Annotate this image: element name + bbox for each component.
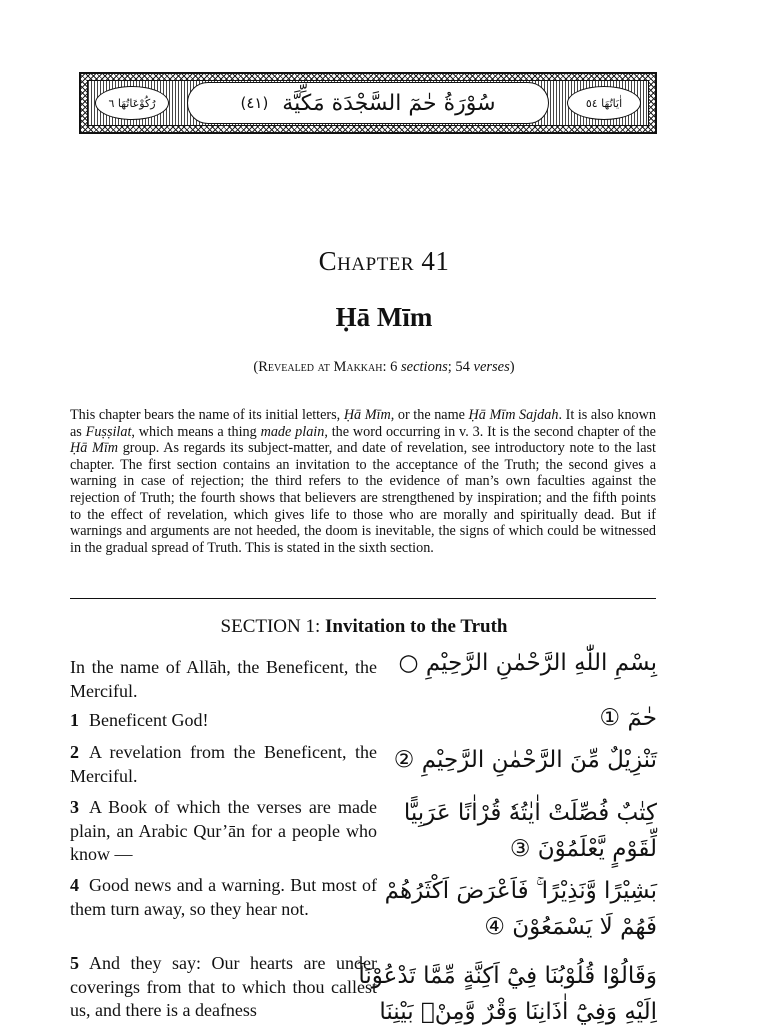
verse-4 — [70, 874, 377, 921]
revealed-sep1: : 6 — [382, 359, 402, 375]
arabic-line: لِّقَوْمٍ يَّعْلَمُوْنَ ③ — [509, 836, 657, 862]
verse-text: A Book of which the verses are made plain, an Arabic Qur’ān for a people who know — — [70, 797, 377, 864]
section-heading — [0, 616, 728, 638]
intro-italic: Ḥā Mīm — [70, 440, 119, 457]
revealed-verses-word: verses — [473, 359, 510, 375]
arabic-line: وَقَالُوْا قُلُوْبُنَا فِيْٓ اَكِنَّةٍ مِّمَّا تَدْعُوْنَآ — [358, 963, 657, 989]
intro-text: , which means a thing — [131, 423, 261, 440]
revealed-open: ( — [253, 359, 259, 375]
arabic-line: اِلَيْهِ وَفِيْٓ اٰذَانِنَا وَقْرٌ وَّمِنْۢ بَيْنِنَا — [379, 999, 657, 1025]
verse-bismillah — [70, 656, 377, 703]
arabic-line: فَهُمْ لَا يَسْمَعُوْنَ ④ — [484, 914, 657, 940]
arabic-verse-3 — [377, 795, 657, 867]
arabic-verse-1 — [377, 700, 657, 736]
intro-italic: Ḥā Mīm Sajdah — [468, 407, 559, 423]
intro-text: group. As regards its subject-matter, and date of revelation, see introductory note to the last chapter. The first section contains an invitation to the acceptance of the Truth; the second gives a warning in case of rejection; the third refers to the evidence of man’s own faculties against the rejection of Truth; the fourth shows that believers are strengthened by inspiration; and the fifth points to the effect of revelation, which gives life to those who are morally and spiritually dead. But if warnings and arguments are not heeded, the doom is inevitable, the signs of which could be witnessed in the gradual spread of Truth. This is stated in the sixth section. — [70, 440, 656, 556]
revelation-info — [0, 359, 768, 376]
verse-5 — [70, 952, 377, 1023]
verse-number: 1 — [70, 710, 79, 730]
banner-ruku-count — [95, 86, 169, 120]
verse-number: 5 — [70, 953, 79, 973]
intro-italic: Ḥā Mīm, — [343, 407, 395, 423]
surah-name-arabic: سُوْرَةُ حٰمٓ السَّجْدَة مَكِّيَّة — [282, 90, 496, 116]
chapter-title: Ḥā Mīm — [335, 302, 433, 332]
verse-2 — [70, 741, 377, 788]
revealed-sections-word: sections — [401, 359, 448, 375]
intro-text: , the word occurring in v. 3. It is the second chapter of the — [324, 423, 656, 440]
intro-text: or the name — [394, 407, 469, 423]
arabic-bismillah — [377, 645, 657, 681]
verse-text: Good news and a warning. But most of them turn away, so they hear not. — [70, 875, 377, 919]
verse-3 — [70, 796, 377, 867]
banner-cartouche — [187, 82, 549, 124]
banner-ayat-count — [567, 86, 641, 120]
surah-number: (٤١) — [240, 94, 269, 112]
section-label: SECTION 1: — [220, 616, 326, 637]
arabic-line: تَنْزِيْلٌ مِّنَ الرَّحْمٰنِ الرَّحِيْمِ ② — [393, 747, 657, 773]
verse-text: And they say: Our hearts are under coverings from that to which thou callest us, and there is a deafness — [70, 953, 377, 1020]
verse-1 — [70, 709, 377, 733]
surah-banner — [79, 72, 657, 134]
section-title: Invitation to the Truth — [325, 616, 508, 637]
intro-text: . It is also known as — [70, 407, 656, 440]
banner-left-text: رُكُوْعَاتُهَا ٦ — [108, 96, 156, 110]
arabic-verse-5 — [358, 958, 657, 1030]
arabic-verse-2 — [377, 742, 657, 778]
intro-text: This chapter bears the name of its initial letters, — [70, 407, 344, 423]
chapter-label: Chapter 41 — [318, 246, 450, 276]
revealed-sep2: ; 54 — [447, 359, 474, 375]
arabic-line: بِسْمِ اللّٰهِ الرَّحْمٰنِ الرَّحِيْمِ ○ — [398, 650, 657, 676]
intro-italic: Fuṣṣilat — [85, 423, 132, 440]
chapter-introduction — [70, 407, 656, 556]
revealed-place: Revealed at Makkah — [258, 359, 383, 375]
intro-italic: made plain — [260, 423, 325, 440]
arabic-line: كِتٰبٌ فُصِّلَتْ اٰيٰتُهٗ قُرْاٰنًا عَرَبِيًّا — [403, 800, 657, 826]
verse-text: Beneficent God! — [89, 710, 209, 730]
verse-text: In the name of Allāh, the Beneficent, the Merciful. — [70, 657, 377, 701]
revealed-close: ) — [509, 359, 515, 375]
verse-text: A revelation from the Beneficent, the Merciful. — [70, 742, 377, 786]
arabic-line: حٰمٓ ① — [599, 705, 657, 731]
verse-number: 2 — [70, 742, 79, 762]
arabic-verse-4 — [377, 873, 657, 945]
banner-right-text: اٰيَاتُهَا ٥٤ — [585, 96, 623, 110]
verse-number: 4 — [70, 875, 79, 895]
arabic-line: بَشِيْرًا وَّنَذِيْرًا ۚ فَاَعْرَضَ اَكْثَرُهُمْ — [384, 878, 657, 904]
verse-number: 3 — [70, 797, 79, 817]
divider — [70, 598, 656, 599]
